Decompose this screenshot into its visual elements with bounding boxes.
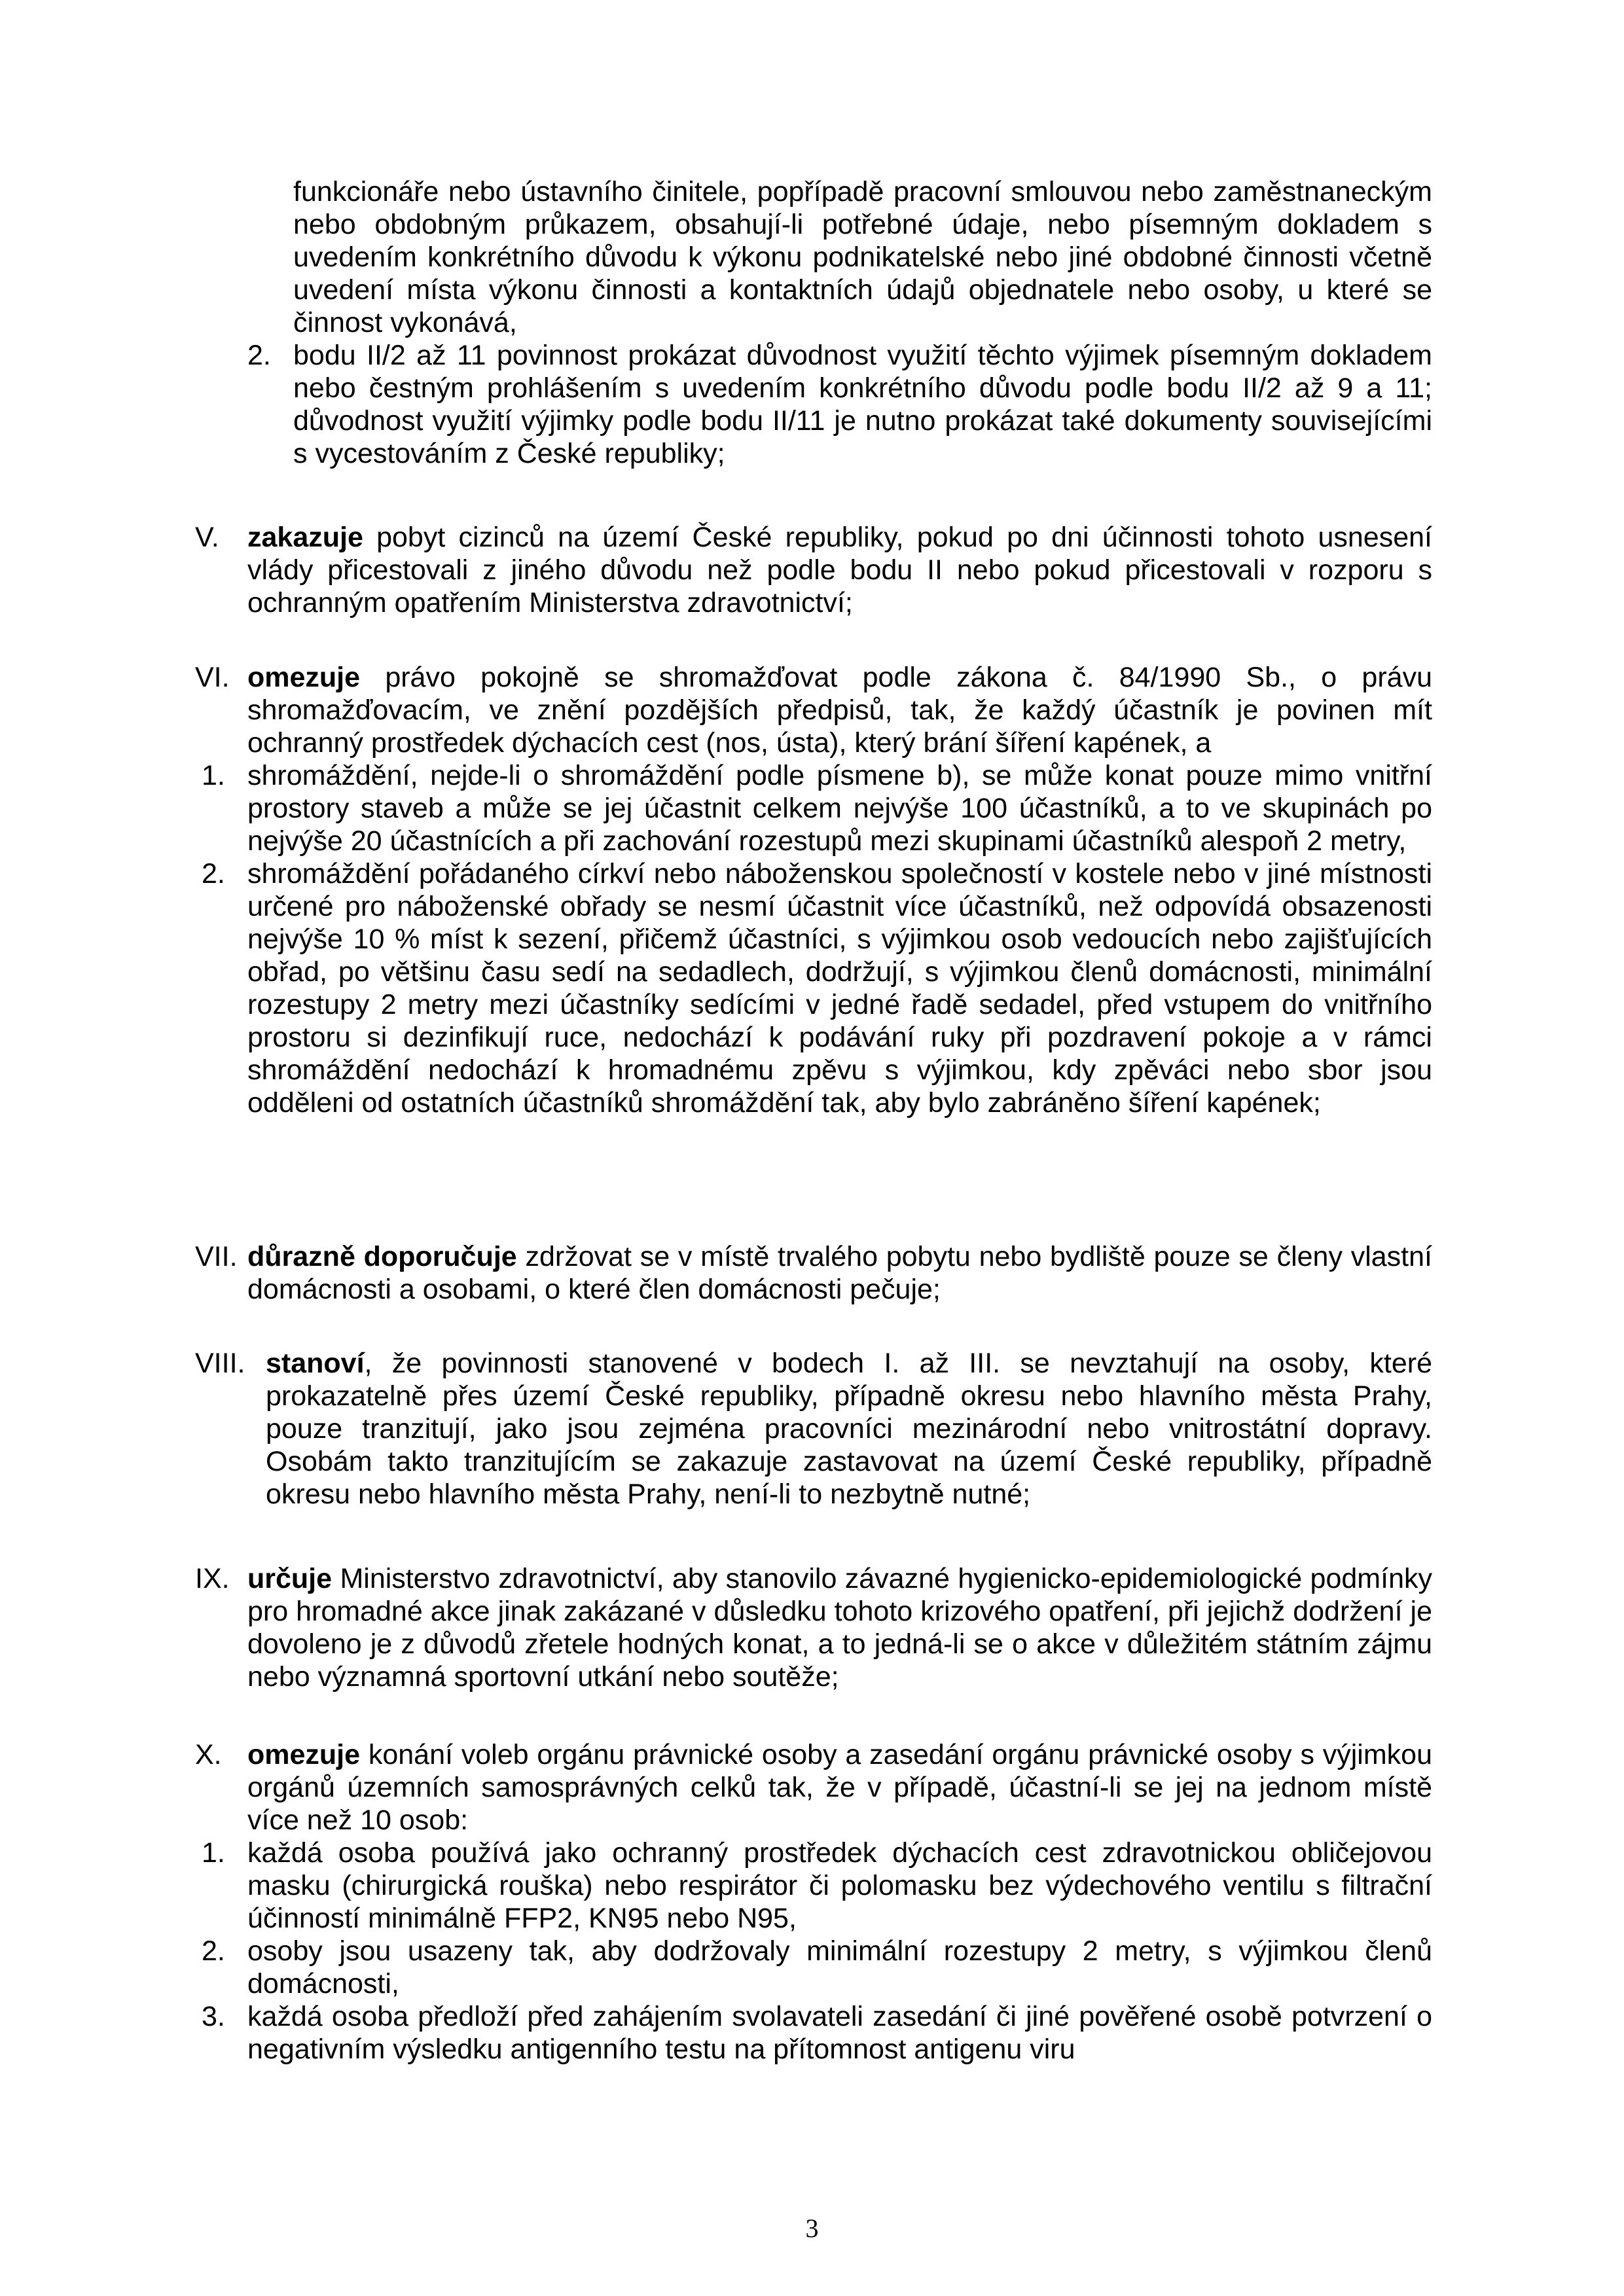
item-text: shromáždění pořádaného církví nebo náboženskou společností v kostele nebo v jiné místnosti určené pro náboženské obřady se nesmí účastnit více účastníků, než odpovídá obsazenosti nejvýše 10 % míst k sezení, přičemž účastníci, s výjimkou osob vedoucích nebo zajišťujících obřad, po většinu času sedí na sedadlech, dodržují, s výjimkou členů domácnosti, minimální rozestupy 2 metry mezi účastníky sedícími v jedné řadě sedadel, před vstupem do vnitřního prostoru si dezinfikují ruce, nedochází k podávání ruky při pozdravení pokoje a v rámci shromáždění nedochází k hromadnému zpěvu s výjimkou, kdy zpěváci nebo sbor jsou odděleni od ostatních účastníků shromáždění tak, aby bylo zabráněno šíření kapének; (247, 858, 1432, 1119)
section-v (195, 521, 1432, 619)
list-item (202, 857, 1432, 1119)
list-item (202, 1837, 1432, 1935)
section-text: konání voleb orgánu právnické osoby a zasedání orgánu právnické osoby s výjimkou orgánů územních samosprávných celků tak, že v případě, účastní-li se jej na jednom místě více než 10 osob: (247, 1739, 1432, 1836)
item-number: 2. (202, 858, 225, 889)
continuation-block (247, 175, 1432, 470)
section-number: IX. (195, 1563, 230, 1594)
list-item (202, 759, 1432, 857)
list-item (247, 339, 1432, 470)
item-number: 2. (202, 1935, 225, 1967)
section-number: X. (195, 1739, 222, 1770)
section-verb: určuje (247, 1563, 333, 1594)
item-number: 1. (202, 760, 225, 791)
item-number: 1. (202, 1837, 225, 1869)
section-verb: omezuje (247, 1739, 361, 1770)
section-verb: zakazuje (247, 522, 363, 553)
page-number: 3 (805, 2214, 819, 2243)
item-text: bodu II/2 až 11 povinnost prokázat důvodnost využití těchto výjimek písemným dokladem nebo čestným prohlášením s uvedením konkrétního důvodu podle bodu II/2 až 9 a 11; důvodnost využití výjimky podle bodu II/11 je nutno prokázat také dokumenty souvisejícími s vycestováním z České republiky; (293, 340, 1432, 469)
list-item (202, 1935, 1432, 2000)
section-text: Ministerstvo zdravotnictví, aby stanovilo závazné hygienicko-epidemiologické podmínky pro hromadné akce jinak zakázané v důsledku tohoto krizového opatření, při jejichž dodržení je dovoleno je z důvodů zřetele hodných konat, a to jedná-li se o akce v důležitém státním zájmu nebo významná sportovní utkání nebo soutěže; (247, 1563, 1432, 1693)
item-text: každá osoba předloží před zahájením svolavateli zasedání či jiné pověřené osobě potvrzení o negativním výsledku antigenního testu na přítomnost antigenu viru (247, 2001, 1432, 2065)
section-text: pobyt cizinců na území České republiky, pokud po dni účinnosti tohoto usnesení vlády přicestovali z jiného důvodu než podle bodu II nebo pokud přicestovali v rozporu s ochranným opatřením Ministerstva zdravotnictví; (247, 522, 1432, 619)
section-x (195, 1738, 1432, 2066)
section-vii (195, 1240, 1432, 1306)
section-verb: důrazně doporučuje (247, 1241, 517, 1272)
section-number: VI. (195, 662, 230, 693)
section-verb: stanoví (266, 1348, 365, 1379)
section-text: právo pokojně se shromažďovat podle zákona č. 84/1990 Sb., o právu shromažďovacím, ve znění pozdějších předpisů, tak, že každý účastník je povinen mít ochranný prostředek dýchacích cest (nos, ústa), který brání šíření kapének, a (247, 662, 1432, 759)
section-text: zdržovat se v místě trvalého pobytu nebo bydliště pouze se členy vlastní domácnosti a osobami, o které člen domácnosti pečuje; (247, 1241, 1432, 1305)
section-ix (195, 1562, 1432, 1693)
list-item (202, 2000, 1432, 2066)
section-text: , že povinnosti stanovené v bodech I. až III. se nevztahují na osoby, které prokazatelně přes území České republiky, případně okresu nebo hlavního města Prahy, pouze tranzitují, jako jsou zejména pracovníci mezinárodní nebo vnitrostátní dopravy. Osobám takto tranzitujícím se zakazuje zastavovat na území České republiky, případně okresu nebo hlavního města Prahy, není-li to nezbytně nutné; (266, 1348, 1432, 1510)
section-number: V. (195, 522, 219, 553)
item-number: 3. (202, 2001, 225, 2032)
item-text: každá osoba používá jako ochranný prostředek dýchacích cest zdravotnickou obličejovou masku (chirurgická rouška) nebo respirátor či polomasku bez výdechového ventilu s filtrační účinností minimálně FFP2, KN95 nebo N95, (247, 1837, 1432, 1934)
section-verb: omezuje (247, 662, 361, 693)
item-1-continuation: funkcionáře nebo ústavního činitele, popřípadě pracovní smlouvou nebo zaměstnaneckým nebo obdobným průkazem, obsahují-li potřebné údaje, nebo písemným dokladem s uvedením konkrétního důvodu k výkonu podnikatelské nebo jiné obdobné činnosti včetně uvedení místa výkonu činnosti a kontaktních údajů objednatele nebo osoby, u které se činnost vykonává, (293, 176, 1432, 338)
section-number: VIII. (195, 1348, 245, 1379)
item-text: osoby jsou usazeny tak, aby dodržovaly minimální rozestupy 2 metry, s výjimkou členů domácnosti, (247, 1935, 1432, 2000)
section-viii (195, 1347, 1432, 1511)
section-vi (195, 661, 1432, 1119)
section-number: VII. (195, 1241, 238, 1272)
item-number: 2. (247, 340, 271, 371)
item-text: shromáždění, nejde-li o shromáždění podle písmene b), se může konat pouze mimo vnitřní prostory staveb a může se jej účastnit celkem nejvýše 100 účastníků, a to ve skupinách po nejvýše 20 účastnících a při zachování rozestupů mezi skupinami účastníků alespoň 2 metry, (247, 760, 1432, 857)
